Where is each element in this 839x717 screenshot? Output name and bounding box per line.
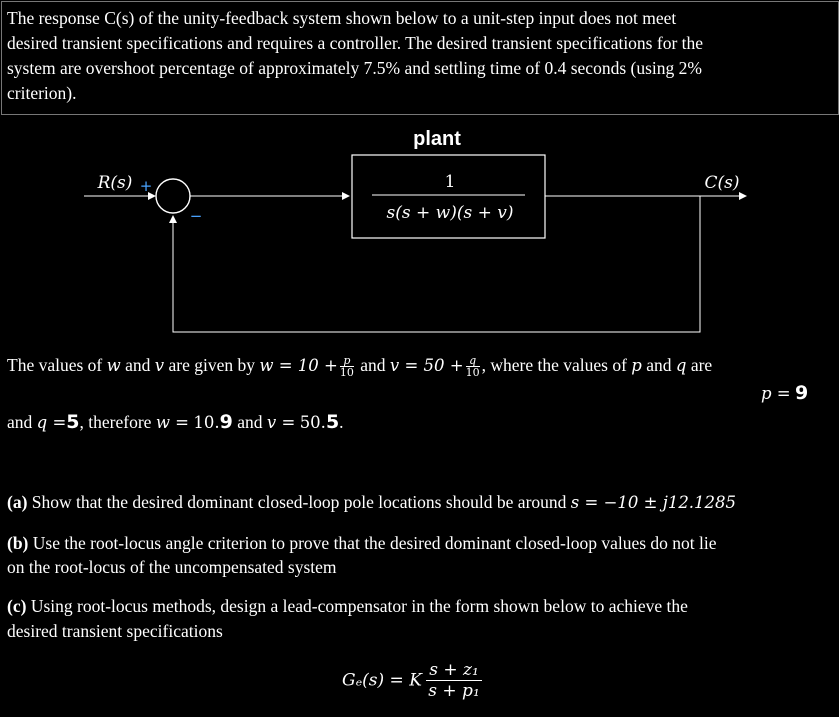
summing-junction: [156, 179, 190, 213]
values-text-5: , where the values of: [481, 355, 627, 375]
intro-line-2: desired transient specifications and requires a controller. The desired transient specifications for the: [7, 33, 704, 53]
values-and: and: [7, 412, 33, 432]
v-value-printed: 50.: [299, 413, 326, 432]
plant-block: [352, 155, 545, 238]
q-equals: q =: [36, 413, 67, 432]
part-c-label: (c): [7, 596, 27, 616]
p-value: [761, 382, 808, 404]
compensator-numerator: s + z₁: [426, 660, 481, 681]
v-equals: v =: [266, 413, 296, 432]
values-and-2: and: [237, 412, 263, 432]
part-b: [7, 531, 717, 556]
p-equals: p =: [761, 384, 791, 403]
block-diagram: [0, 115, 839, 340]
compensator-lhs: Gₑ(s) = K: [342, 670, 422, 691]
var-p: p: [631, 356, 642, 375]
part-a: [7, 490, 736, 515]
input-label: R(s): [97, 173, 133, 193]
values-text-3: are given by: [168, 355, 255, 375]
compensator-formula: [342, 660, 482, 701]
w-equation: w = 10 +: [259, 356, 338, 375]
var-q: q: [675, 356, 687, 375]
p-over-10-fraction: [340, 355, 354, 378]
values-text-7: are: [690, 355, 713, 375]
w-value-printed: 10.: [193, 413, 220, 432]
q-handwritten-value: 5: [66, 411, 80, 433]
values-line-2: [7, 410, 344, 435]
part-a-label: (a): [7, 492, 28, 512]
w-equals: w =: [155, 413, 190, 432]
plant-title: plant: [413, 128, 461, 150]
part-a-pole-location: s = −10 ± j12.1285: [570, 493, 737, 512]
p-handwritten-value: 9: [795, 382, 809, 404]
frac-q-num: q: [466, 355, 480, 367]
part-b-line-2: on the root-locus of the uncompensated system: [7, 557, 337, 577]
part-c-line-2: desired transient specifications: [7, 621, 223, 641]
redaction-bar: [0, 380, 770, 408]
part-c: [7, 594, 688, 619]
values-text-6: and: [646, 355, 672, 375]
part-a-text: Show that the desired dominant closed-loop pole locations should be around: [31, 492, 567, 512]
intro-line-4: criterion).: [7, 83, 77, 103]
tf-numerator: 1: [444, 172, 456, 192]
part-b-line-1: Use the root-locus angle criterion to prove that the desired dominant closed-loop values do not lie: [32, 533, 717, 553]
values-text-1: The values of: [7, 355, 103, 375]
frac-p-num: p: [340, 355, 354, 367]
part-b-label: (b): [7, 533, 29, 553]
intro-line-3: system are overshoot percentage of approximately 7.5% and settling time of 0.4 seconds (using 2%: [7, 58, 702, 78]
values-line-1: [7, 353, 712, 378]
compensator-denominator: s + p₁: [428, 681, 480, 701]
compensator-fraction: [426, 660, 481, 701]
q-over-10-fraction: [466, 355, 480, 378]
var-v: v: [154, 356, 165, 375]
tf-denominator: s(s + w)(s + v): [386, 203, 514, 223]
frac-q-den: 10: [465, 366, 480, 380]
frac-p-den: 10: [339, 366, 354, 380]
v-handwritten-digit: 5: [325, 411, 340, 433]
w-handwritten-digit: 9: [219, 411, 233, 433]
values-text-2: and: [125, 355, 151, 375]
minus-sign: −: [189, 207, 203, 225]
output-label: C(s): [704, 173, 740, 193]
var-w: w: [106, 356, 121, 375]
plus-sign: +: [139, 177, 153, 195]
values-text-4: and: [360, 355, 386, 375]
therefore-text: , therefore: [79, 412, 152, 432]
part-c-line-1: Using root-locus methods, design a lead-compensator in the form shown below to achieve the: [30, 596, 688, 616]
values-period: .: [339, 412, 344, 432]
intro-line-1: The response C(s) of the unity-feedback system shown below to a unit-step input does not meet: [7, 8, 677, 28]
v-equation: v = 50 +: [389, 356, 464, 375]
